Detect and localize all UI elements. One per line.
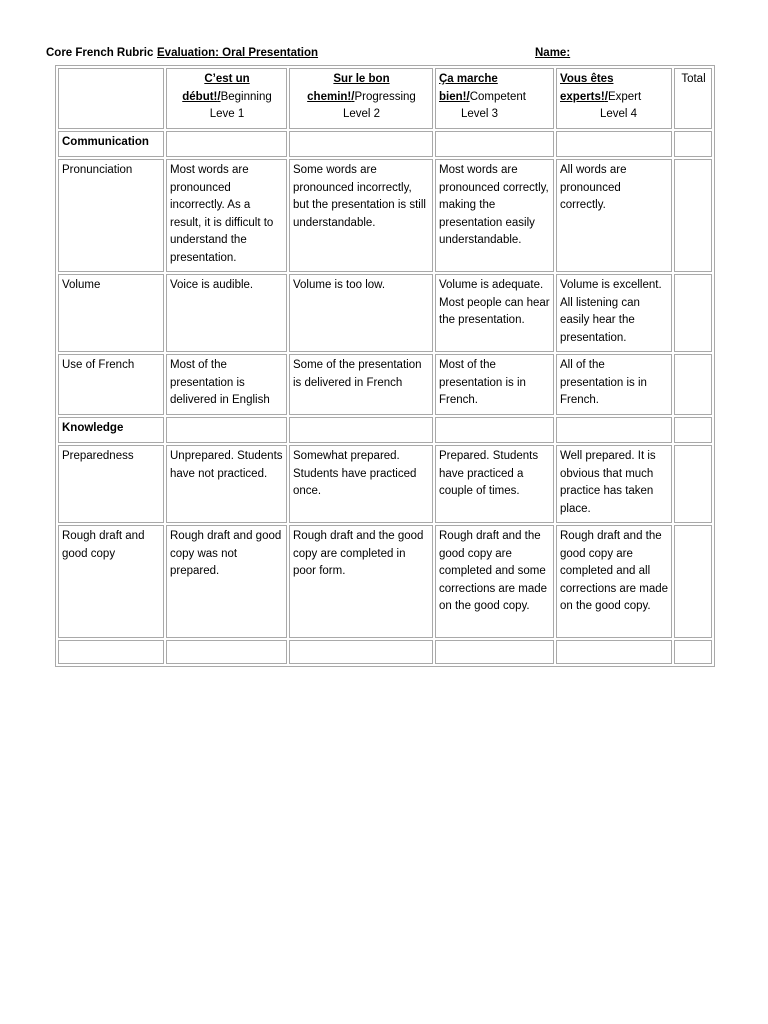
criterion-label: Use of French — [58, 354, 164, 415]
descriptor-cell: All words are pronounced correctly. — [556, 159, 672, 272]
name-label: Name: — [535, 47, 571, 59]
level-sep-2: / — [351, 90, 355, 103]
empty-cell — [435, 131, 554, 157]
document-header — [46, 47, 726, 63]
criterion-row-use-of-french — [58, 354, 712, 415]
category-row-communication — [58, 131, 712, 157]
empty-cell — [435, 417, 554, 443]
empty-cell — [674, 417, 712, 443]
total-cell[interactable] — [674, 354, 712, 415]
level-fr-4a: Vous êtes — [560, 73, 614, 85]
empty-row — [58, 640, 712, 664]
grand-total-cell[interactable] — [674, 640, 712, 664]
total-cell[interactable] — [674, 525, 712, 638]
level-sep-1: / — [217, 90, 221, 103]
level-num-2: Level 2 — [342, 108, 381, 120]
descriptor-cell: Somewhat prepared. Students have practiced once. — [289, 445, 433, 523]
total-cell[interactable] — [674, 445, 712, 523]
criterion-row-rough-draft — [58, 525, 712, 638]
name-field[interactable] — [535, 47, 592, 59]
descriptor-cell: Most words are pronounced correctly, making the presentation easily understandable. — [435, 159, 554, 272]
category-label-knowledge: Knowledge — [58, 417, 164, 443]
empty-cell — [166, 417, 287, 443]
descriptor-cell: Rough draft and the good copy are completed in poor form. — [289, 525, 433, 638]
empty-cell — [289, 640, 433, 664]
level-num-4: Level 4 — [600, 108, 638, 120]
criterion-label: Preparedness — [58, 445, 164, 523]
total-header: Total — [674, 68, 712, 129]
empty-cell — [166, 131, 287, 157]
descriptor-cell: Most words are pronounced incorrectly. As a result, it is difficult to understand the presentation. — [166, 159, 287, 272]
descriptor-cell: Some of the presentation is delivered in French — [289, 354, 433, 415]
empty-cell — [289, 131, 433, 157]
descriptor-cell: Most of the presentation is in French. — [435, 354, 554, 415]
empty-cell — [556, 131, 672, 157]
descriptor-cell: Volume is adequate. Most people can hear the presentation. — [435, 274, 554, 352]
level-header-1 — [166, 68, 287, 129]
descriptor-cell: All of the presentation is in French. — [556, 354, 672, 415]
descriptor-cell: Unprepared. Students have not practiced. — [166, 445, 287, 523]
descriptor-cell: Most of the presentation is delivered in English — [166, 354, 287, 415]
descriptor-cell: Prepared. Students have practiced a couple of times. — [435, 445, 554, 523]
empty-cell — [556, 417, 672, 443]
corner-cell — [58, 68, 164, 129]
category-label-communication: Communication — [58, 131, 164, 157]
descriptor-cell: Rough draft and the good copy are completed and some corrections are made on the good copy. — [435, 525, 554, 638]
level-fr-1a: C’est un — [204, 73, 250, 85]
total-cell[interactable] — [674, 274, 712, 352]
level-fr-3b: bien! — [439, 90, 467, 103]
descriptor-cell: Rough draft and good copy was not prepared. — [166, 525, 287, 638]
rubric-table — [55, 65, 715, 667]
level-fr-4b: experts! — [560, 90, 605, 103]
criterion-label: Pronunciation — [58, 159, 164, 272]
level-en-2: Progressing — [354, 90, 416, 103]
level-fr-3a: Ҫa marche — [439, 73, 498, 85]
criterion-row-preparedness — [58, 445, 712, 523]
level-num-1: Leve 1 — [209, 108, 245, 120]
category-row-knowledge — [58, 417, 712, 443]
level-en-4: Expert — [607, 90, 642, 103]
descriptor-cell: Rough draft and the good copy are completed and all corrections are made on the good copy. — [556, 525, 672, 638]
empty-cell — [674, 131, 712, 157]
level-header-3 — [435, 68, 554, 129]
descriptor-cell: Well prepared. It is obvious that much practice has taken place. — [556, 445, 672, 523]
empty-cell — [166, 640, 287, 664]
descriptor-cell: Volume is excellent. All listening can easily hear the presentation. — [556, 274, 672, 352]
level-en-3: Competent — [469, 90, 526, 103]
rubric-subtitle: Evaluation: Oral Presentation — [157, 47, 319, 59]
total-cell[interactable] — [674, 159, 712, 272]
level-sep-4: / — [604, 90, 608, 103]
criterion-row-volume — [58, 274, 712, 352]
level-sep-3: / — [466, 90, 470, 103]
criterion-label: Volume — [58, 274, 164, 352]
empty-cell — [435, 640, 554, 664]
level-header-4 — [556, 68, 672, 129]
criterion-label: Rough draft and good copy — [58, 525, 164, 638]
header-row — [58, 68, 712, 129]
empty-cell — [556, 640, 672, 664]
level-fr-2b: chemin! — [307, 90, 352, 103]
rubric-title: Core French Rubric — [46, 47, 154, 59]
criterion-row-pronunciation — [58, 159, 712, 272]
level-fr-2a: Sur le bon — [333, 73, 390, 85]
empty-cell — [58, 640, 164, 664]
descriptor-cell: Volume is too low. — [289, 274, 433, 352]
level-header-2 — [289, 68, 433, 129]
descriptor-cell: Some words are pronounced incorrectly, but the presentation is still understandable. — [289, 159, 433, 272]
empty-cell — [289, 417, 433, 443]
level-num-3: Level 3 — [461, 108, 499, 120]
level-en-1: Beginning — [220, 90, 272, 103]
level-fr-1b: début! — [182, 90, 218, 103]
descriptor-cell: Voice is audible. — [166, 274, 287, 352]
